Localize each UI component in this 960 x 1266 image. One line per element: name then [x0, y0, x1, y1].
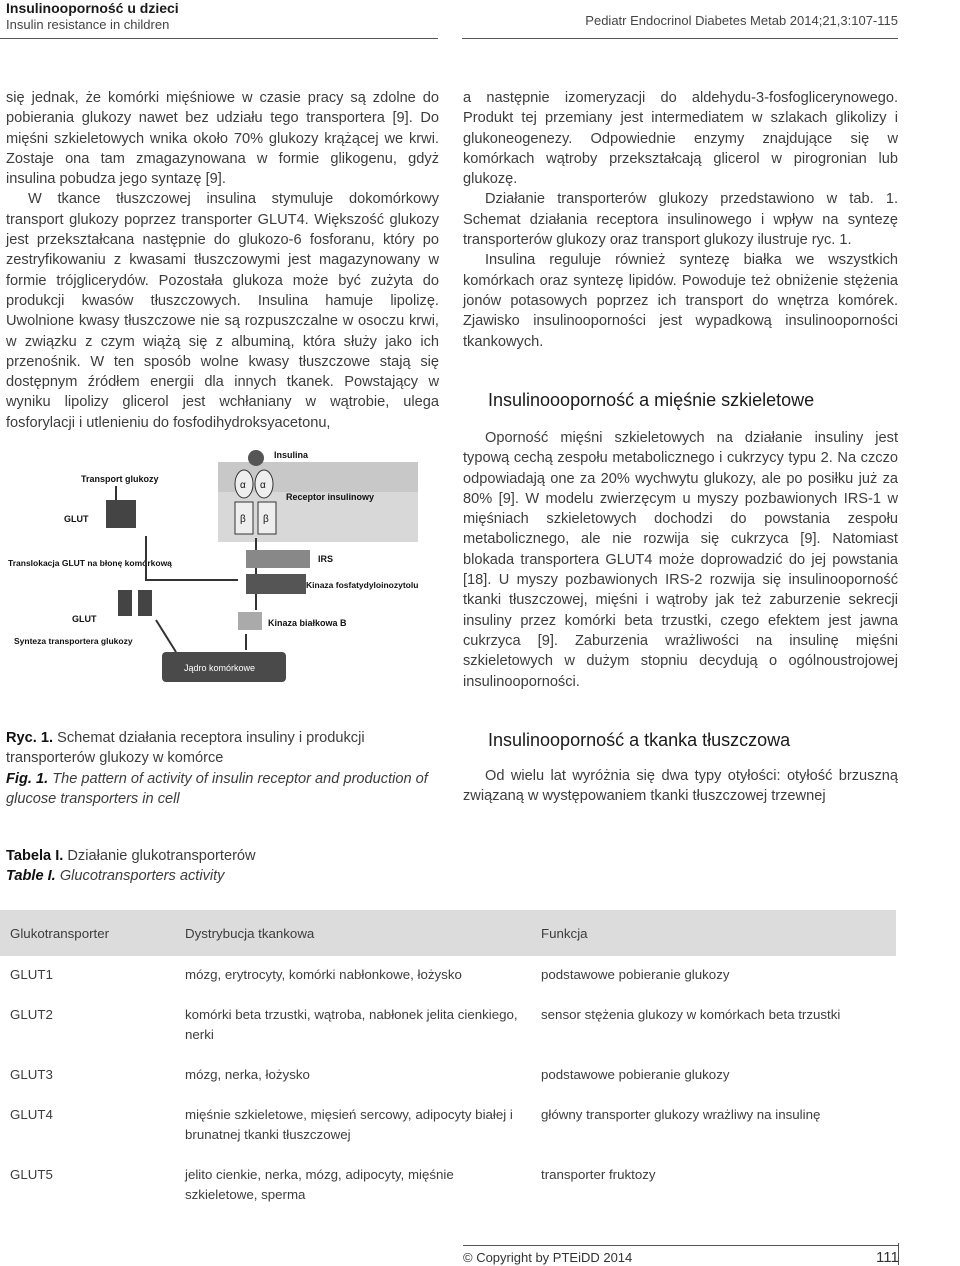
table-cell: GLUT1 [10, 967, 53, 982]
right-column [463, 88, 898, 352]
table-cell: mózg, erytrocyty, komórki nabłonkowe, łożysko [185, 967, 462, 982]
column-header: Glukotransporter [0, 910, 175, 956]
paragraph: Oporność mięśni szkieletowych na działanie insuliny jest typową cechą zespołu metabolicznego i cukrzycy typu 2. Na czczo odpowiadają one za 20% wychwytu glukozy, ale po posiłku już za 80% [9]. W modelu zwierzęcym u myszy pozbawionych IRS-1 w mięśniach szkieletowych dochodzi do powstania zespołu metabolicznego, ale nie rozwija się cukrzyca [9]. Natomiast blokada transportera GLUT4 może doprowadzić do jej powstania [18]. U myszy pozbawionych IRS-2 rozwija się insulinooporność tkanki tłuszczowej, mięśni i wątroby jak też zaburzenie sekrecji insuliny przez komórki beta trzustki, czego efektem jest jawna cukrzyca [9]. Zaburzenia wrażliwości na insulinę mięśni szkieletowych w dużym stopniu decydują o ogólnoustrojowej insulinooporności. [463, 430, 898, 690]
caption-text-pl: Schemat działania receptora insuliny i produkcji transporterów glukozy w komórce [6, 730, 365, 767]
table-cell: mięśnie szkieletowe, mięsień sercowy, adipocyty białej i brunatnej tkanki tłuszczowej [185, 1107, 513, 1142]
caption-text-en: The pattern of activity of insulin receptor and production of glucose transporters in cell [6, 770, 428, 807]
table-row [0, 956, 896, 996]
label-insulin: Insulina [274, 450, 309, 460]
table-cell: GLUT5 [10, 1167, 53, 1182]
table-cell: jelito cienkie, nerka, mózg, adipocyty, mięśnie szkieletowe, sperma [185, 1167, 454, 1202]
section-muscle-body [463, 428, 898, 692]
table-cell: komórki beta trzustki, wątroba, nabłonek jelita cienkiego, nerki [185, 1007, 518, 1042]
paragraph: W tkance tłuszczowej insulina stymuluje dokomórkowy transport glukozy poprzez transporter GLUT4. Większość glukozy jest przekształcana następnie do glukozo-6 fosforanu, który po zestryfikowaniu z kwasami tłuszczowymi jest magazynowany w formie trójglicerydów. Pozostała glukoza może być zużyta do produkcji kwasów tłuszczowych. Insulina hamuje lipolizę. Uwolnione kwasy tłuszczowe nie są rozpuszczalne w osoczu krwi, w związku z czym wiążą się z albuminą, która służy jako ich przenośnik. W ten sposób wolne kwasy tłuszczowe stają się dostępnym źródłem energii dla innych tkanek. Powstający w wyniku lipolizy glicerol jest wchłaniany w wątrobie, ulega fosforylacji i utlenieniu do fosfodihydroksyacetonu, [6, 191, 439, 431]
paragraph: a następnie izomeryzacji do aldehydu-3-fosfoglicerynowego. Produkt tej przemiany jest intermediatem w szlakach glikolizy i glukoneogenezy. Odpowiednie enzymy znajdujące się w komórkach wątroby przekształcają glicerol w pirogronian lub glukozę. [463, 90, 898, 188]
table-cell: mózg, nerka, łożysko [185, 1067, 310, 1082]
table-title-en: Glucotransporters activity [59, 868, 225, 885]
table-cell: GLUT2 [10, 1007, 53, 1022]
header-title: Insulinooporność u dzieci [6, 0, 179, 16]
label-translocation: Translokacja GLUT na błonę komórkową [8, 558, 172, 568]
caption-label-en: Fig. 1. [6, 770, 49, 787]
glut-vesicle [118, 590, 132, 616]
insulin-molecule [248, 450, 264, 466]
journal-citation: Pediatr Endocrinol Diabetes Metab 2014;21,3:107-115 [585, 13, 898, 28]
label-beta: β [263, 514, 269, 525]
label-nucleus: Jądro komórkowe [184, 663, 256, 673]
paragraph: Insulina reguluje również syntezę białka we wszystkich komórkach oraz syntezę lipidów. Powoduje też obniżenie stężenia jonów potasowych poprzez ich transport do wnętrza komórek. Zjawisko insulinooporności jest wypadkową insulinooporności tkankowych. [463, 252, 898, 350]
label-beta: β [240, 514, 246, 525]
label-alpha: α [260, 480, 266, 491]
figure-insulin-receptor [6, 440, 436, 695]
column-header: Funkcja [531, 910, 896, 956]
running-header [6, 0, 179, 33]
table-label-en: Table I. [6, 868, 56, 885]
header-rule-left [0, 38, 438, 39]
glut-vesicle [138, 590, 152, 616]
table-label-pl: Tabela I. [6, 848, 64, 864]
figure-caption [6, 728, 438, 809]
table-title-pl: Działanie glukotransporterów [67, 848, 256, 864]
column-header: Dystrybucja tkankowa [175, 910, 531, 956]
table-cell: podstawowe pobieranie glukozy [541, 967, 730, 982]
label-receptor: Receptor insulinowy [286, 492, 375, 502]
paragraph: Od wielu lat wyróżnia się dwa typy otyłości: otyłość brzuszną związaną w występowaniem tkanki tłuszczowej trzewnej [463, 768, 898, 805]
table-row [0, 1096, 896, 1156]
section-heading-fat: Insulinooporność a tkanka tłuszczowa [488, 730, 791, 750]
glut-table [0, 910, 896, 1216]
header-subtitle: Insulin resistance in children [6, 17, 170, 32]
glut-top [106, 500, 136, 528]
label-pi3k: Kinaza fosfatydyloinozytolu [306, 580, 419, 590]
table-row [0, 1056, 896, 1096]
table-cell: GLUT3 [10, 1067, 53, 1082]
table-cell: podstawowe pobieranie glukozy [541, 1067, 730, 1082]
irs-block [246, 550, 310, 568]
figure-diagram [6, 440, 436, 695]
copyright: © Copyright by PTEiDD 2014 [463, 1250, 633, 1265]
table-cell: GLUT4 [10, 1107, 53, 1122]
label-transport: Transport glukozy [81, 474, 159, 484]
table-cell: transporter fruktozy [541, 1167, 656, 1182]
table-row [0, 1156, 896, 1216]
left-column [6, 88, 439, 433]
page-number: 111 [876, 1249, 899, 1266]
label-glut-bottom: GLUT [72, 614, 97, 624]
header-rule-right [462, 38, 898, 39]
section-heading-muscle: Insulinoooporność a mięśnie szkieletowe [488, 390, 815, 410]
label-irs: IRS [318, 554, 334, 564]
label-kinase-b: Kinaza białkowa B [268, 618, 347, 628]
footer-rule [463, 1245, 898, 1246]
kinase-b-block [238, 612, 262, 630]
table-cell: sensor stężenia glukozy w komórkach beta trzustki [541, 1007, 841, 1022]
caption-label-pl: Ryc. 1. [6, 730, 54, 746]
table-row [0, 996, 896, 1056]
synthesis-arrow [156, 620, 176, 652]
section-fat-body [463, 766, 898, 807]
label-synthesis: Synteza transportera glukozy [14, 636, 133, 646]
paragraph: się jednak, że komórki mięśniowe w czasie pracy są zdolne do pobierania glukozy nawet bez udziału tego transportera [9]. Do mięśni szkieletowych wnika około 70% glukozy krążącej we krwi. Zostaje ona tam zmagazynowana w formie glikogenu, gdyż insulina pobudza jego syntazę [9]. [6, 90, 439, 188]
pi3k-block [246, 574, 306, 594]
table-header-row [0, 910, 896, 956]
label-alpha: α [240, 480, 246, 491]
table-cell: główny transporter glukozy wrażliwy na insulinę [541, 1107, 821, 1122]
table-caption [6, 846, 256, 887]
label-glut-top: GLUT [64, 514, 89, 524]
paragraph: Działanie transporterów glukozy przedstawiono w tab. 1. Schemat działania receptora insulinowego i wpływ na syntezę transporterów glukozy oraz transport glukozy ilustruje ryc. 1. [463, 191, 898, 249]
